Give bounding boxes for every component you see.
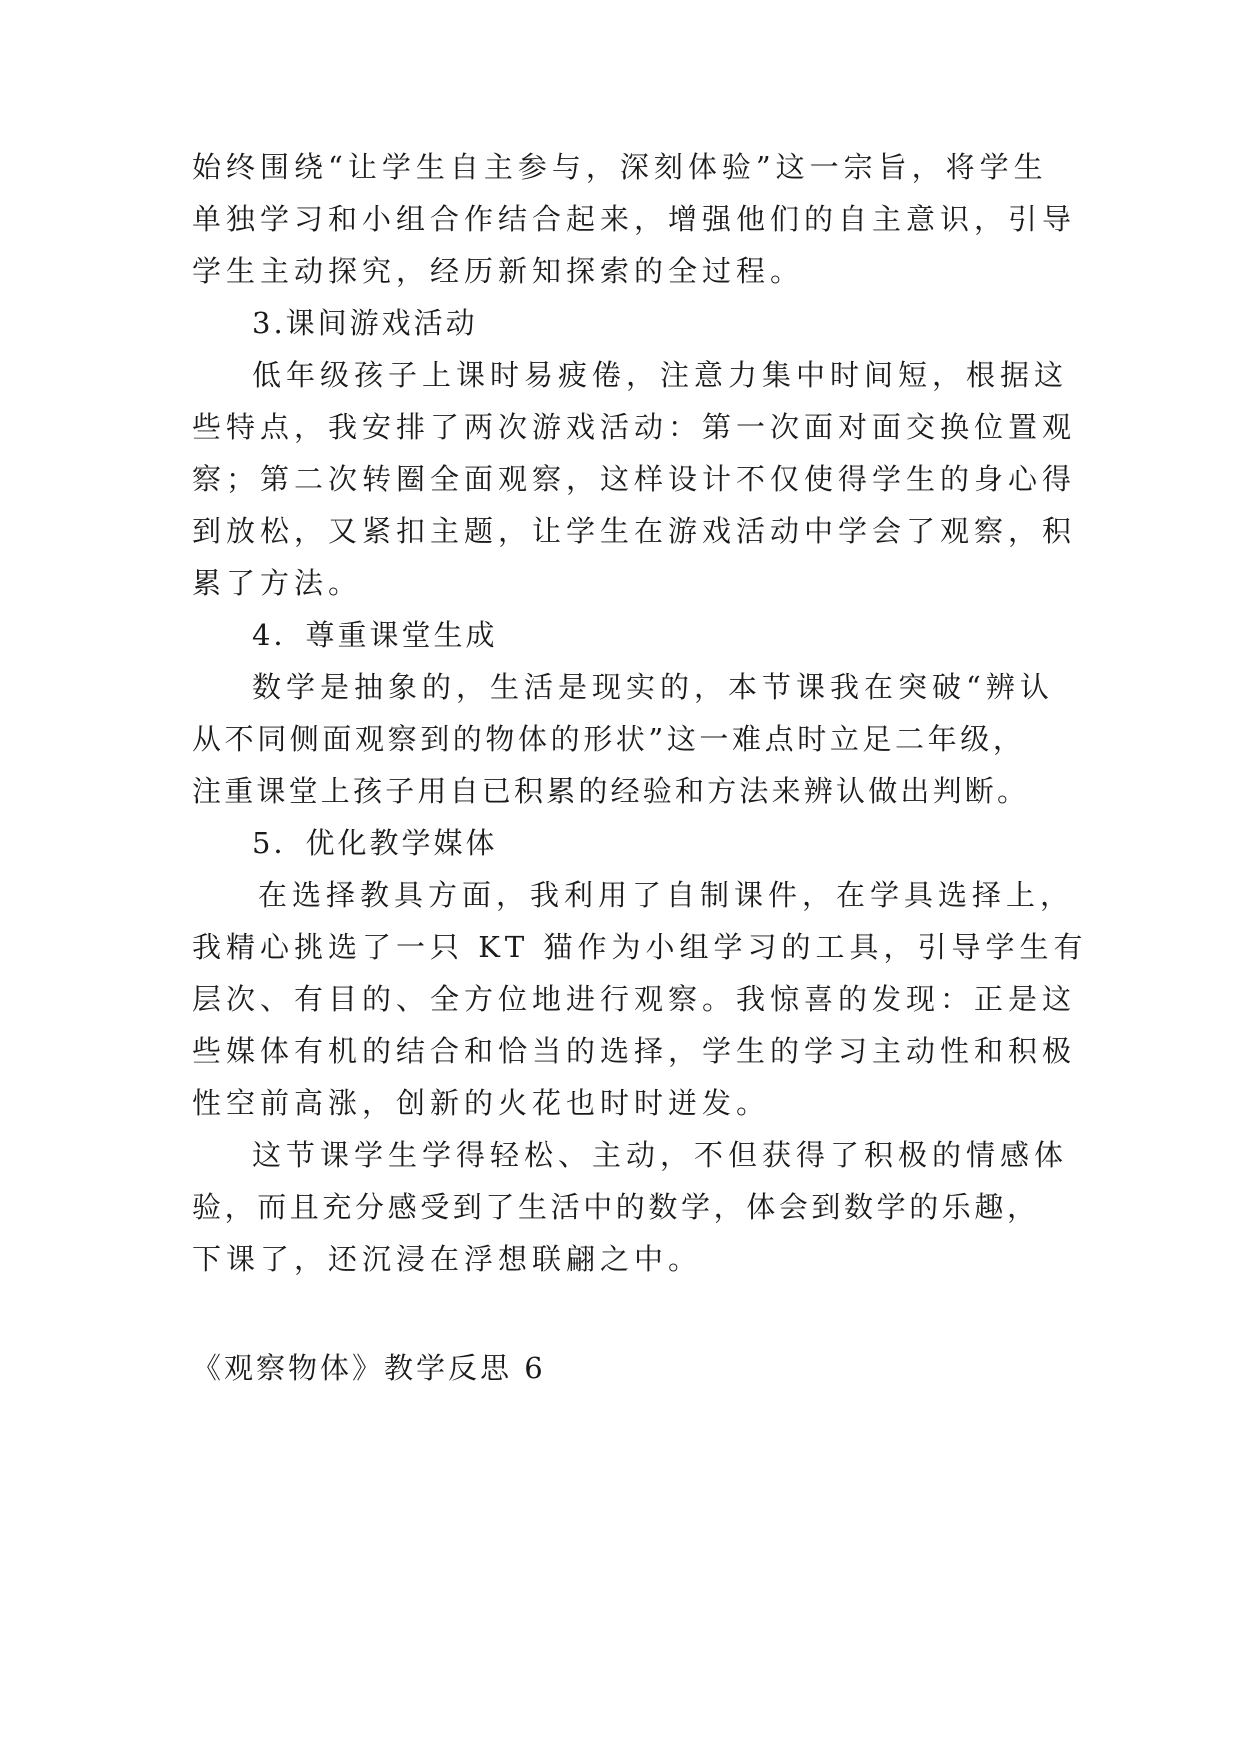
paragraph-line: 学生主动探究，经历新知探索的全过程。 bbox=[192, 254, 805, 288]
paragraph-line: 单独学习和小组合作结合起来，增强他们的自主意识，引导 bbox=[192, 202, 1077, 236]
paragraph-line: 验，而且充分感受到了生活中的数学，体会到数学的乐趣， bbox=[192, 1190, 1040, 1224]
paragraph-line: 层次、有目的、全方位地进行观察。我惊喜的发现：正是这 bbox=[192, 982, 1077, 1016]
paragraph-line: 始终围绕“让学生自主参与，深刻体验”这一宗旨，将学生 bbox=[192, 150, 1048, 184]
paragraph-line: 些特点，我安排了两次游戏活动：第一次面对面交换位置观 bbox=[192, 410, 1077, 444]
paragraph-line: 些媒体有机的结合和恰当的选择，学生的学习主动性和积极 bbox=[192, 1034, 1077, 1068]
paragraph-line: 我精心挑选了一只 KT 猫作为小组学习的工具，引导学生有 bbox=[192, 930, 1088, 964]
section-heading: 4．尊重课堂生成 bbox=[252, 618, 498, 652]
paragraph-line: 性空前高涨，创新的火花也时时迸发。 bbox=[192, 1086, 771, 1120]
paragraph-line: 累了方法。 bbox=[192, 566, 363, 600]
section-heading: 5．优化教学媒体 bbox=[252, 826, 498, 860]
paragraph-line: 低年级孩子上课时易疲倦，注意力集中时间短，根据这 bbox=[252, 358, 1069, 392]
next-section-title: 《观察物体》教学反思 6 bbox=[192, 1351, 546, 1385]
paragraph-line: 到放松，又紧扣主题，让学生在游戏活动中学会了观察，积 bbox=[192, 514, 1077, 548]
paragraph-line: 下课了，还沉浸在浮想联翩之中。 bbox=[192, 1242, 703, 1276]
paragraph-line: 这节课学生学得轻松、主动，不但获得了积极的情感体 bbox=[252, 1138, 1069, 1172]
paragraph-line: 察；第二次转圈全面观察，这样设计不仅使得学生的身心得 bbox=[192, 462, 1077, 496]
paragraph-line: 在选择教具方面，我利用了自制课件，在学具选择上， bbox=[258, 878, 1075, 912]
paragraph-line: 从不同侧面观察到的物体的形状”这一难点时立足二年级， bbox=[192, 722, 1026, 756]
paragraph-line: 数学是抽象的，生活是现实的，本节课我在突破“辨认 bbox=[252, 670, 1054, 704]
paragraph-line: 注重课堂上孩子用自已积累的经验和方法来辨认做出判断。 bbox=[192, 774, 1030, 808]
section-heading: 3.课间游戏活动 bbox=[252, 306, 478, 340]
